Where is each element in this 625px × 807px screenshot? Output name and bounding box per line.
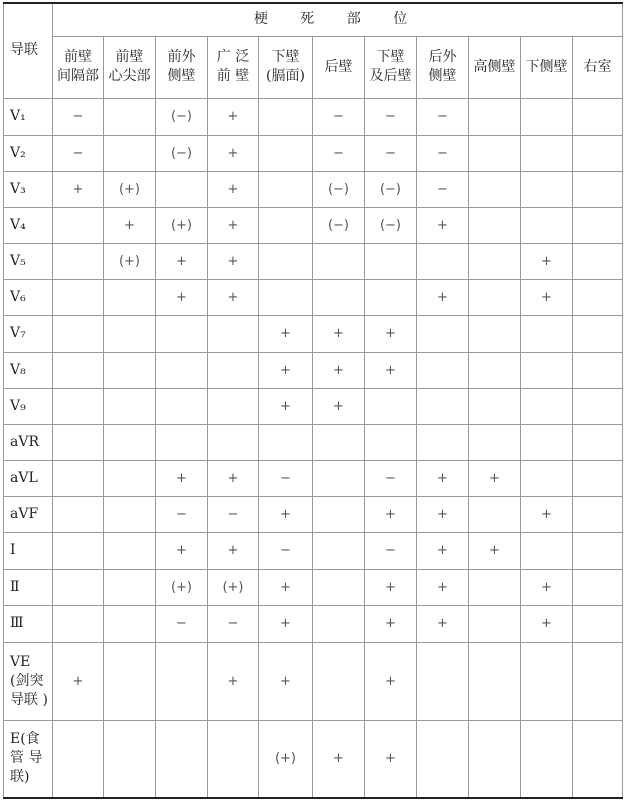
column-header: 后外 侧壁 [417, 36, 469, 98]
lead-name-cell: E(食 管 导 联) [4, 720, 53, 798]
finding-cell [521, 424, 573, 460]
finding-cell [469, 207, 521, 243]
finding-cell [417, 388, 469, 424]
table-row [4, 532, 623, 569]
finding-cell [521, 135, 573, 171]
lead-name-cell: V₉ [4, 388, 53, 424]
finding-cell [521, 315, 573, 352]
finding-cell [573, 388, 623, 424]
table-row [4, 388, 623, 424]
finding-cell: + [521, 569, 573, 605]
finding-cell [573, 569, 623, 605]
finding-cell [259, 135, 313, 171]
finding-cell: + [417, 496, 469, 532]
finding-cell [469, 98, 521, 135]
lead-name-cell: Ⅰ [4, 532, 53, 569]
lead-name-cell: V₅ [4, 243, 53, 279]
table-row [4, 460, 623, 496]
finding-cell [573, 642, 623, 720]
table-row [4, 352, 623, 388]
finding-cell [53, 352, 104, 388]
column-header: 下侧壁 [521, 36, 573, 98]
finding-cell [469, 171, 521, 207]
finding-cell: + [313, 352, 365, 388]
finding-cell [104, 605, 156, 642]
finding-cell: − [417, 171, 469, 207]
table-row [4, 98, 623, 135]
finding-cell: (−) [313, 207, 365, 243]
lead-name-cell: V₃ [4, 171, 53, 207]
table-row [4, 642, 623, 720]
finding-cell [417, 315, 469, 352]
lead-name-cell: VE (剑突 导联 ) [4, 642, 53, 720]
table-row [4, 720, 623, 798]
finding-cell: (−) [156, 98, 208, 135]
finding-cell [521, 532, 573, 569]
finding-cell [104, 496, 156, 532]
finding-cell [521, 720, 573, 798]
finding-cell: (−) [156, 135, 208, 171]
finding-cell: + [104, 207, 156, 243]
finding-cell: (+) [156, 569, 208, 605]
finding-cell [573, 352, 623, 388]
finding-cell [313, 532, 365, 569]
finding-cell [573, 496, 623, 532]
finding-cell [469, 135, 521, 171]
lead-name-cell: aVL [4, 460, 53, 496]
finding-cell: + [313, 720, 365, 798]
finding-cell: + [259, 496, 313, 532]
table-row [4, 243, 623, 279]
finding-cell [573, 207, 623, 243]
finding-cell [573, 605, 623, 642]
table-row [4, 279, 623, 315]
finding-cell: (−) [365, 207, 417, 243]
header-row-group [4, 3, 623, 36]
finding-cell: + [417, 279, 469, 315]
finding-cell: + [156, 460, 208, 496]
finding-cell: + [156, 243, 208, 279]
finding-cell [469, 496, 521, 532]
finding-cell [259, 98, 313, 135]
finding-cell: + [417, 569, 469, 605]
finding-cell [573, 315, 623, 352]
finding-cell [313, 460, 365, 496]
finding-cell: + [208, 460, 259, 496]
finding-cell: − [313, 135, 365, 171]
finding-cell: + [313, 315, 365, 352]
finding-cell [573, 171, 623, 207]
finding-cell [104, 642, 156, 720]
finding-cell: + [417, 605, 469, 642]
lead-name-cell: V₂ [4, 135, 53, 171]
finding-cell [208, 424, 259, 460]
finding-cell: + [208, 135, 259, 171]
table-body [4, 98, 623, 798]
finding-cell [521, 352, 573, 388]
finding-cell: + [365, 720, 417, 798]
finding-cell [313, 243, 365, 279]
finding-cell: + [469, 460, 521, 496]
finding-cell [521, 388, 573, 424]
table-row [4, 135, 623, 171]
lead-name-cell: Ⅲ [4, 605, 53, 642]
finding-cell: + [417, 207, 469, 243]
finding-cell [469, 642, 521, 720]
finding-cell: − [53, 98, 104, 135]
table-row [4, 496, 623, 532]
lead-name-cell: Ⅱ [4, 569, 53, 605]
column-header: 前外 侧壁 [156, 36, 208, 98]
finding-cell: + [208, 532, 259, 569]
finding-cell [313, 605, 365, 642]
finding-cell [365, 279, 417, 315]
finding-cell [208, 720, 259, 798]
finding-cell: + [417, 532, 469, 569]
finding-cell [469, 388, 521, 424]
finding-cell [104, 135, 156, 171]
finding-cell [573, 135, 623, 171]
lead-name-cell: V₁ [4, 98, 53, 135]
table-row [4, 569, 623, 605]
finding-cell [469, 605, 521, 642]
finding-cell [104, 279, 156, 315]
finding-cell [521, 171, 573, 207]
finding-cell: + [208, 279, 259, 315]
finding-cell: + [259, 605, 313, 642]
finding-cell [417, 642, 469, 720]
finding-cell [104, 98, 156, 135]
finding-cell [417, 424, 469, 460]
finding-cell [417, 243, 469, 279]
finding-cell [313, 642, 365, 720]
finding-cell: (+) [104, 171, 156, 207]
finding-cell: − [259, 532, 313, 569]
finding-cell [313, 279, 365, 315]
finding-cell [313, 569, 365, 605]
column-header: 前壁 心尖部 [104, 36, 156, 98]
finding-cell [259, 424, 313, 460]
finding-cell [417, 720, 469, 798]
finding-cell: − [365, 135, 417, 171]
finding-cell: − [365, 532, 417, 569]
table-row [4, 207, 623, 243]
finding-cell [259, 243, 313, 279]
finding-cell: (+) [156, 207, 208, 243]
finding-cell [53, 532, 104, 569]
column-header: 高侧壁 [469, 36, 521, 98]
lead-name-cell: V₈ [4, 352, 53, 388]
finding-cell: − [156, 496, 208, 532]
header-row-columns [4, 36, 623, 98]
finding-cell: (+) [104, 243, 156, 279]
finding-cell: + [53, 642, 104, 720]
finding-cell [53, 279, 104, 315]
finding-cell [53, 388, 104, 424]
table-row [4, 424, 623, 460]
finding-cell: + [521, 279, 573, 315]
finding-cell [156, 171, 208, 207]
finding-cell [208, 388, 259, 424]
finding-cell: − [259, 460, 313, 496]
finding-cell [104, 315, 156, 352]
finding-cell [104, 532, 156, 569]
finding-cell: + [53, 171, 104, 207]
lead-name-cell: aVF [4, 496, 53, 532]
column-header: 广 泛 前 壁 [208, 36, 259, 98]
table-row [4, 171, 623, 207]
finding-cell: + [365, 496, 417, 532]
finding-cell: + [469, 532, 521, 569]
finding-cell: + [521, 496, 573, 532]
finding-cell: − [365, 98, 417, 135]
finding-cell [469, 569, 521, 605]
finding-cell [417, 352, 469, 388]
finding-cell [156, 720, 208, 798]
finding-cell [313, 496, 365, 532]
finding-cell: + [365, 315, 417, 352]
finding-cell: + [365, 605, 417, 642]
finding-cell: + [521, 605, 573, 642]
finding-cell [104, 424, 156, 460]
finding-cell [104, 352, 156, 388]
finding-cell: + [156, 532, 208, 569]
finding-cell: + [259, 315, 313, 352]
finding-cell [156, 642, 208, 720]
finding-cell [104, 460, 156, 496]
document-page [3, 2, 623, 799]
finding-cell: + [208, 243, 259, 279]
finding-cell [156, 424, 208, 460]
finding-cell [573, 424, 623, 460]
lead-name-cell: V₆ [4, 279, 53, 315]
finding-cell: − [365, 460, 417, 496]
finding-cell [573, 279, 623, 315]
finding-cell [573, 460, 623, 496]
finding-cell [53, 496, 104, 532]
finding-cell: + [156, 279, 208, 315]
finding-cell [573, 720, 623, 798]
finding-cell: + [365, 642, 417, 720]
finding-cell [469, 315, 521, 352]
finding-cell: + [313, 388, 365, 424]
finding-cell [104, 569, 156, 605]
column-header: 前壁 间隔部 [53, 36, 104, 98]
finding-cell [573, 98, 623, 135]
finding-cell: − [156, 605, 208, 642]
finding-cell [469, 352, 521, 388]
finding-cell [259, 279, 313, 315]
finding-cell [469, 279, 521, 315]
finding-cell [313, 424, 365, 460]
finding-cell [156, 352, 208, 388]
finding-cell: − [208, 496, 259, 532]
finding-cell: + [208, 171, 259, 207]
lead-column-header: 导联 [4, 3, 53, 98]
finding-cell [259, 207, 313, 243]
finding-cell [521, 98, 573, 135]
finding-cell: (−) [365, 171, 417, 207]
finding-cell [521, 642, 573, 720]
finding-cell [53, 207, 104, 243]
lead-name-cell: aVR [4, 424, 53, 460]
finding-cell: + [208, 207, 259, 243]
finding-cell [208, 315, 259, 352]
finding-cell [365, 388, 417, 424]
finding-cell: (+) [208, 569, 259, 605]
column-header: 右室 [573, 36, 623, 98]
column-header: 下壁 及后壁 [365, 36, 417, 98]
finding-cell: + [259, 388, 313, 424]
finding-cell: − [53, 135, 104, 171]
finding-cell [365, 243, 417, 279]
finding-cell [521, 460, 573, 496]
finding-cell [156, 388, 208, 424]
finding-cell [53, 605, 104, 642]
finding-cell [53, 720, 104, 798]
finding-cell: (+) [259, 720, 313, 798]
finding-cell [469, 424, 521, 460]
finding-cell [53, 243, 104, 279]
finding-cell: − [417, 98, 469, 135]
finding-cell: + [417, 460, 469, 496]
infarct-location-table [3, 2, 623, 799]
finding-cell: − [313, 98, 365, 135]
finding-cell [53, 460, 104, 496]
finding-cell: + [208, 642, 259, 720]
column-header: 下壁 (膈面) [259, 36, 313, 98]
finding-cell [53, 424, 104, 460]
finding-cell [521, 207, 573, 243]
finding-cell: + [259, 642, 313, 720]
finding-cell: + [208, 98, 259, 135]
finding-cell [469, 243, 521, 279]
finding-cell [104, 388, 156, 424]
finding-cell [156, 315, 208, 352]
finding-cell: − [417, 135, 469, 171]
finding-cell [208, 352, 259, 388]
finding-cell: (−) [313, 171, 365, 207]
finding-cell [104, 720, 156, 798]
finding-cell: + [521, 243, 573, 279]
lead-name-cell: V₄ [4, 207, 53, 243]
lead-name-cell: V₇ [4, 315, 53, 352]
finding-cell: + [259, 352, 313, 388]
finding-cell [573, 243, 623, 279]
column-header: 后壁 [313, 36, 365, 98]
table-row [4, 605, 623, 642]
finding-cell: + [365, 352, 417, 388]
finding-cell: + [259, 569, 313, 605]
table-row [4, 315, 623, 352]
finding-cell: + [365, 569, 417, 605]
finding-cell [573, 532, 623, 569]
infarct-location-header: 梗 死 部 位 [53, 3, 623, 36]
finding-cell: − [208, 605, 259, 642]
finding-cell [259, 171, 313, 207]
finding-cell [53, 315, 104, 352]
finding-cell [53, 569, 104, 605]
finding-cell [469, 720, 521, 798]
finding-cell [365, 424, 417, 460]
